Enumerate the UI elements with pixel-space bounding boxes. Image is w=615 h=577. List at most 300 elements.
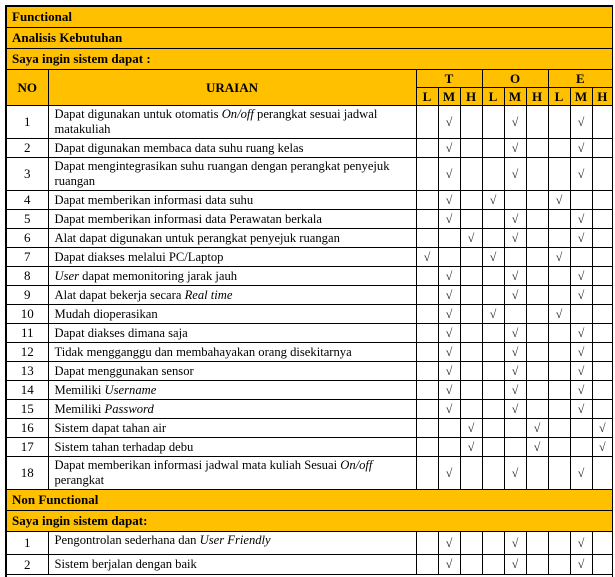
empty-check-cell [416,267,438,286]
row-number: 11 [6,324,48,343]
uraian-text-segment: Dapat digunakan membaca data suhu ruang kelas [54,140,304,155]
empty-check-cell [438,438,460,457]
check-mark-cell: √ [570,343,592,362]
banner-row-analisis [6,28,613,49]
table-row [6,457,613,490]
check-mark-cell: √ [504,362,526,381]
empty-check-cell [416,324,438,343]
check-mark-cell: √ [504,532,526,555]
empty-check-cell [592,248,613,267]
level-header-o-m: M [504,88,526,106]
non-functional-banner: Non Functional [6,490,613,511]
uraian-text-segment: Dapat diakses dimana saja [54,325,188,340]
analisis-kebutuhan-banner: Analisis Kebutuhan [6,28,613,49]
empty-check-cell [482,419,504,438]
table-row [6,286,613,305]
check-mark-cell: √ [438,381,460,400]
empty-check-cell [526,381,548,400]
uraian-cell [48,267,416,286]
empty-check-cell [482,532,504,555]
table-row [6,400,613,419]
table-row [6,362,613,381]
level-header-e-h: H [592,88,613,106]
row-number: 15 [6,400,48,419]
check-mark-cell: √ [592,438,613,457]
check-mark-cell: √ [570,210,592,229]
empty-check-cell [548,438,570,457]
check-mark-cell: √ [438,343,460,362]
empty-check-cell [592,210,613,229]
empty-check-cell [482,343,504,362]
row-number: 3 [6,158,48,191]
uraian-cell [48,381,416,400]
check-mark-cell: √ [570,532,592,555]
empty-check-cell [526,106,548,139]
empty-check-cell [526,555,548,575]
check-mark-cell: √ [482,248,504,267]
uraian-cell [48,532,416,555]
check-mark-cell: √ [570,139,592,158]
empty-check-cell [548,343,570,362]
empty-check-cell [592,267,613,286]
empty-check-cell [416,106,438,139]
empty-check-cell [592,286,613,305]
check-mark-cell: √ [438,286,460,305]
check-mark-cell: √ [570,267,592,286]
empty-check-cell [482,362,504,381]
uraian-text-segment: dapat memonitoring jarak jauh [79,268,238,283]
group-header-row [6,70,613,88]
table-row [6,381,613,400]
empty-check-cell [416,158,438,191]
empty-check-cell [438,419,460,438]
empty-check-cell [460,267,482,286]
empty-check-cell [548,381,570,400]
empty-check-cell [526,267,548,286]
non-functional-rows-section [6,532,613,575]
empty-check-cell [482,139,504,158]
check-mark-cell: √ [592,419,613,438]
empty-check-cell [592,532,613,555]
table-row [6,158,613,191]
check-mark-cell: √ [504,324,526,343]
empty-check-cell [526,362,548,381]
empty-check-cell [416,438,438,457]
row-number: 6 [6,229,48,248]
check-mark-cell: √ [504,158,526,191]
empty-check-cell [592,457,613,490]
empty-check-cell [416,305,438,324]
saya-ingin-non-functional-banner: Saya ingin sistem dapat: [6,511,613,532]
header-section [6,6,613,106]
empty-check-cell [548,106,570,139]
level-header-t-m: M [438,88,460,106]
empty-check-cell [570,438,592,457]
empty-check-cell [526,343,548,362]
empty-check-cell [438,229,460,248]
uraian-text-segment: Dapat memberikan informasi data suhu [54,192,254,207]
col-header-no: NO [6,70,48,106]
empty-check-cell [592,139,613,158]
check-mark-cell: √ [504,555,526,575]
row-number: 10 [6,305,48,324]
uraian-cell [48,305,416,324]
uraian-text-segment: Dapat menggunakan sensor [54,363,194,378]
empty-check-cell [482,286,504,305]
empty-check-cell [416,210,438,229]
empty-check-cell [460,400,482,419]
table-row [6,324,613,343]
functional-banner: Functional [6,6,613,28]
check-mark-cell: √ [438,400,460,419]
uraian-cell [48,191,416,210]
uraian-text-segment: Sistem berjalan dengan baik [54,557,197,571]
empty-check-cell [416,532,438,555]
empty-check-cell [416,139,438,158]
uraian-text-segment: Alat dapat bekerja secara [54,287,185,302]
uraian-text-segment: Dapat digunakan untuk otomatis [54,107,222,121]
empty-check-cell [548,210,570,229]
check-mark-cell: √ [416,248,438,267]
empty-check-cell [570,248,592,267]
check-mark-cell: √ [570,381,592,400]
uraian-cell [48,343,416,362]
empty-check-cell [548,419,570,438]
empty-check-cell [548,158,570,191]
uraian-cell [48,106,416,139]
empty-check-cell [460,532,482,555]
check-mark-cell: √ [504,106,526,139]
banner-row-functional [6,6,613,28]
table-row [6,139,613,158]
uraian-cell [48,286,416,305]
check-mark-cell: √ [438,210,460,229]
functional-rows-section [6,106,613,490]
empty-check-cell [592,305,613,324]
empty-check-cell [504,305,526,324]
row-number: 18 [6,457,48,490]
check-mark-cell: √ [438,532,460,555]
empty-check-cell [416,457,438,490]
uraian-text-segment: Sistem dapat tahan air [54,420,167,435]
empty-check-cell [416,555,438,575]
uraian-text-segment: Dapat mengintegrasikan suhu ruangan dengan perangkat penyejuk ruangan [54,159,390,188]
empty-check-cell [416,419,438,438]
row-number: 9 [6,286,48,305]
check-mark-cell: √ [570,457,592,490]
empty-check-cell [460,286,482,305]
empty-check-cell [460,158,482,191]
row-number: 8 [6,267,48,286]
empty-check-cell [416,362,438,381]
empty-check-cell [526,210,548,229]
uraian-text-segment: Dapat memberikan informasi data Perawatan berkala [54,211,323,226]
table-row [6,555,613,575]
uraian-text-segment: Username [104,382,157,397]
uraian-cell [48,419,416,438]
empty-check-cell [482,229,504,248]
check-mark-cell: √ [570,158,592,191]
empty-check-cell [592,555,613,575]
empty-check-cell [592,106,613,139]
check-mark-cell: √ [504,267,526,286]
uraian-text-segment: Dapat memberikan informasi jadwal mata kuliah Sesuai [54,458,341,472]
table-row [6,267,613,286]
empty-check-cell [548,555,570,575]
empty-check-cell [482,324,504,343]
saya-ingin-banner: Saya ingin sistem dapat : [6,49,613,70]
check-mark-cell: √ [438,158,460,191]
empty-check-cell [482,267,504,286]
empty-check-cell [504,191,526,210]
empty-check-cell [526,158,548,191]
uraian-text-segment: User [54,268,79,283]
empty-check-cell [482,381,504,400]
table-row [6,532,613,555]
empty-check-cell [460,139,482,158]
uraian-text-segment: On/off [340,458,373,472]
empty-check-cell [482,158,504,191]
empty-check-cell [548,362,570,381]
check-mark-cell: √ [438,555,460,575]
uraian-cell [48,248,416,267]
row-number: 13 [6,362,48,381]
empty-check-cell [548,457,570,490]
empty-check-cell [416,381,438,400]
table-row [6,210,613,229]
empty-check-cell [460,362,482,381]
level-header-e-l: L [548,88,570,106]
check-mark-cell: √ [504,229,526,248]
empty-check-cell [460,191,482,210]
check-mark-cell: √ [504,139,526,158]
empty-check-cell [416,343,438,362]
empty-check-cell [570,191,592,210]
empty-check-cell [504,438,526,457]
empty-check-cell [592,343,613,362]
uraian-cell [48,139,416,158]
empty-check-cell [482,210,504,229]
check-mark-cell: √ [438,106,460,139]
uraian-text-segment: Dapat diakses melalui PC/Laptop [54,249,224,264]
empty-check-cell [504,419,526,438]
check-mark-cell: √ [438,324,460,343]
check-mark-cell: √ [460,229,482,248]
empty-check-cell [548,532,570,555]
empty-check-cell [592,158,613,191]
requirements-table-container [5,5,613,577]
empty-check-cell [460,343,482,362]
empty-check-cell [526,532,548,555]
empty-check-cell [592,229,613,248]
empty-check-cell [460,324,482,343]
row-number: 7 [6,248,48,267]
empty-check-cell [482,438,504,457]
row-number: 12 [6,343,48,362]
empty-check-cell [526,191,548,210]
uraian-text-segment: Memiliki [54,382,105,397]
check-mark-cell: √ [438,139,460,158]
check-mark-cell: √ [482,191,504,210]
check-mark-cell: √ [548,305,570,324]
empty-check-cell [548,286,570,305]
empty-check-cell [416,229,438,248]
check-mark-cell: √ [504,400,526,419]
empty-check-cell [482,106,504,139]
level-header-o-h: H [526,88,548,106]
level-header-t-l: L [416,88,438,106]
empty-check-cell [526,324,548,343]
row-number: 14 [6,381,48,400]
empty-check-cell [526,400,548,419]
check-mark-cell: √ [570,324,592,343]
check-mark-cell: √ [526,438,548,457]
uraian-cell [48,400,416,419]
empty-check-cell [460,555,482,575]
check-mark-cell: √ [438,457,460,490]
empty-check-cell [526,248,548,267]
group-header-t: T [416,70,482,88]
empty-check-cell [482,457,504,490]
table-row [6,229,613,248]
empty-check-cell [570,305,592,324]
table-row [6,343,613,362]
check-mark-cell: √ [526,419,548,438]
uraian-cell [48,457,416,490]
uraian-text-segment: Pengontrolan sederhana dan [54,533,200,547]
empty-check-cell [482,555,504,575]
check-mark-cell: √ [570,400,592,419]
row-number: 17 [6,438,48,457]
empty-check-cell [526,286,548,305]
empty-check-cell [548,229,570,248]
non-functional-header-section [6,490,613,532]
uraian-text-segment: Sistem tahan terhadap debu [54,439,194,454]
check-mark-cell: √ [548,248,570,267]
empty-check-cell [460,381,482,400]
check-mark-cell: √ [504,457,526,490]
check-mark-cell: √ [504,286,526,305]
empty-check-cell [526,229,548,248]
banner-row-non-functional [6,490,613,511]
uraian-text-segment: Mudah dioperasikan [54,306,158,321]
table-row [6,106,613,139]
row-number: 2 [6,555,48,575]
empty-check-cell [504,248,526,267]
uraian-text-segment: perangkat [54,473,105,487]
uraian-cell [48,324,416,343]
uraian-cell [48,210,416,229]
empty-check-cell [592,381,613,400]
uraian-text-segment: perangkat sesuai jadwal matakuliah [54,107,378,136]
empty-check-cell [592,324,613,343]
check-mark-cell: √ [504,210,526,229]
empty-check-cell [526,305,548,324]
group-header-o: O [482,70,548,88]
table-row [6,438,613,457]
requirements-table [5,5,613,577]
row-number: 5 [6,210,48,229]
empty-check-cell [460,305,482,324]
level-header-t-h: H [460,88,482,106]
check-mark-cell: √ [438,305,460,324]
uraian-cell [48,555,416,575]
empty-check-cell [460,106,482,139]
row-number: 4 [6,191,48,210]
uraian-cell [48,438,416,457]
uraian-text-segment: Password [104,401,154,416]
row-number: 1 [6,532,48,555]
banner-row-saya-non-functional [6,511,613,532]
check-mark-cell: √ [460,438,482,457]
table-row [6,305,613,324]
empty-check-cell [592,191,613,210]
check-mark-cell: √ [504,343,526,362]
empty-check-cell [416,191,438,210]
check-mark-cell: √ [570,555,592,575]
empty-check-cell [548,324,570,343]
check-mark-cell: √ [570,362,592,381]
check-mark-cell: √ [438,267,460,286]
uraian-text-segment: Memiliki [54,401,105,416]
row-number: 16 [6,419,48,438]
level-header-e-m: M [570,88,592,106]
empty-check-cell [548,267,570,286]
table-row [6,248,613,267]
uraian-text-segment: Tidak mengganggu dan membahayakan orang disekitarnya [54,344,352,359]
check-mark-cell: √ [438,191,460,210]
empty-check-cell [482,400,504,419]
empty-check-cell [548,139,570,158]
uraian-text-segment: On/off [221,107,254,121]
uraian-text-segment: Alat dapat digunakan untuk perangkat penyejuk ruangan [54,230,340,245]
uraian-cell [48,362,416,381]
empty-check-cell [438,248,460,267]
empty-check-cell [460,457,482,490]
empty-check-cell [526,139,548,158]
table-row [6,191,613,210]
level-header-o-l: L [482,88,504,106]
check-mark-cell: √ [504,381,526,400]
uraian-cell [48,158,416,191]
check-mark-cell: √ [570,106,592,139]
uraian-cell [48,229,416,248]
row-number: 2 [6,139,48,158]
group-header-e: E [548,70,613,88]
empty-check-cell [592,400,613,419]
empty-check-cell [526,457,548,490]
empty-check-cell [416,400,438,419]
row-number: 1 [6,106,48,139]
table-row [6,419,613,438]
check-mark-cell: √ [460,419,482,438]
check-mark-cell: √ [570,286,592,305]
check-mark-cell: √ [570,229,592,248]
empty-check-cell [592,362,613,381]
banner-row-saya-functional [6,49,613,70]
empty-check-cell [460,248,482,267]
empty-check-cell [570,419,592,438]
col-header-uraian: URAIAN [48,70,416,106]
check-mark-cell: √ [548,191,570,210]
uraian-text-segment: User Friendly [199,533,271,547]
empty-check-cell [548,400,570,419]
empty-check-cell [416,286,438,305]
empty-check-cell [460,210,482,229]
check-mark-cell: √ [482,305,504,324]
uraian-text-segment: Real time [184,287,233,302]
check-mark-cell: √ [438,362,460,381]
